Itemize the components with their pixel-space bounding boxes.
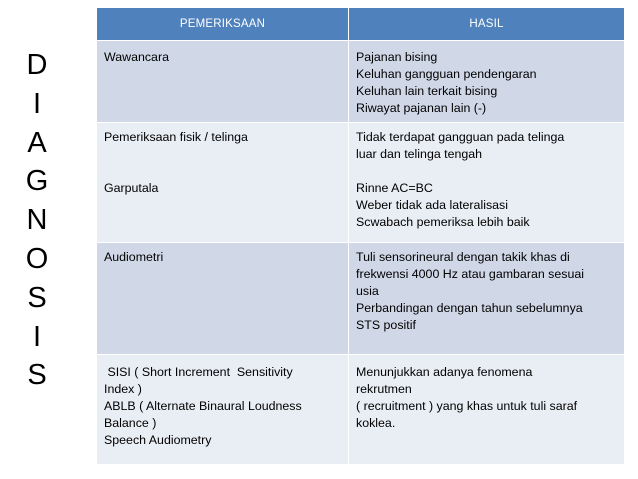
table-header-row bbox=[97, 8, 625, 41]
exam-line: ABLB ( Alternate Binaural Loudness bbox=[104, 399, 302, 413]
result-spacer bbox=[356, 163, 617, 180]
exam-line: Garputala bbox=[104, 181, 159, 195]
side-letter: O bbox=[25, 242, 49, 275]
exam-line: Wawancara bbox=[104, 50, 169, 64]
header-result: HASIL bbox=[349, 8, 625, 41]
exam-cell bbox=[97, 41, 349, 123]
exam-line: Pemeriksaan fisik / telinga bbox=[104, 130, 248, 144]
result-line: STS positif bbox=[356, 318, 416, 332]
result-line: Scwabach pemeriksa lebih baik bbox=[356, 215, 530, 229]
exam-line: SISI ( Short Increment Sensitivity bbox=[104, 365, 293, 379]
side-letter: I bbox=[32, 87, 42, 120]
result-line: Weber tidak ada lateralisasi bbox=[356, 198, 508, 212]
exam-spacer bbox=[104, 163, 341, 180]
side-letter: D bbox=[26, 49, 48, 81]
result-line: frekwensi 4000 Hz atau gambaran sesuai bbox=[356, 267, 584, 281]
result-cell bbox=[349, 123, 625, 243]
exam-cell bbox=[97, 123, 349, 243]
result-line: Tuli sensorineural dengan takik khas di bbox=[356, 250, 570, 264]
table-row bbox=[97, 41, 625, 123]
exam-line: Balance ) bbox=[104, 416, 157, 430]
side-letter: N bbox=[26, 204, 48, 237]
side-letter: G bbox=[25, 165, 49, 198]
table-row bbox=[97, 123, 625, 243]
result-line: Pajanan bising bbox=[356, 50, 438, 64]
exam-line: Audiometri bbox=[104, 250, 164, 264]
exam-cell bbox=[97, 355, 349, 465]
header-examination: PEMERIKSAAN bbox=[97, 8, 349, 41]
exam-line: Speech Audiometry bbox=[104, 433, 212, 447]
result-line: Tidak terdapat gangguan pada telinga bbox=[356, 130, 565, 144]
side-title-diagnosis bbox=[0, 46, 74, 395]
result-line: Perbandingan dengan tahun sebelumnya bbox=[356, 301, 583, 315]
result-line: luar dan telinga tengah bbox=[356, 147, 483, 161]
table-row bbox=[97, 355, 625, 465]
exam-line: Index ) bbox=[104, 382, 142, 396]
table-row bbox=[97, 243, 625, 355]
diagnosis-table bbox=[96, 7, 625, 465]
side-letter: A bbox=[27, 126, 47, 159]
result-line: Rinne AC=BC bbox=[356, 181, 433, 195]
side-letter: S bbox=[27, 359, 47, 392]
result-line: ( recruitment ) yang khas untuk tuli saraf bbox=[356, 399, 578, 413]
side-letter: S bbox=[27, 281, 47, 314]
result-line: Menunjukkan adanya fenomena bbox=[356, 365, 533, 379]
result-line: Riwayat pajanan lain (-) bbox=[356, 101, 487, 115]
result-line: Keluhan gangguan pendengaran bbox=[356, 67, 537, 81]
result-cell bbox=[349, 41, 625, 123]
exam-cell bbox=[97, 243, 349, 355]
result-line: Keluhan lain terkait bising bbox=[356, 84, 498, 98]
side-letter: I bbox=[32, 320, 42, 353]
result-line: usia bbox=[356, 284, 379, 298]
result-line: koklea. bbox=[356, 416, 396, 430]
result-line: rekrutmen bbox=[356, 382, 412, 396]
exam-spacer bbox=[104, 146, 341, 163]
result-cell bbox=[349, 355, 625, 465]
result-cell bbox=[349, 243, 625, 355]
